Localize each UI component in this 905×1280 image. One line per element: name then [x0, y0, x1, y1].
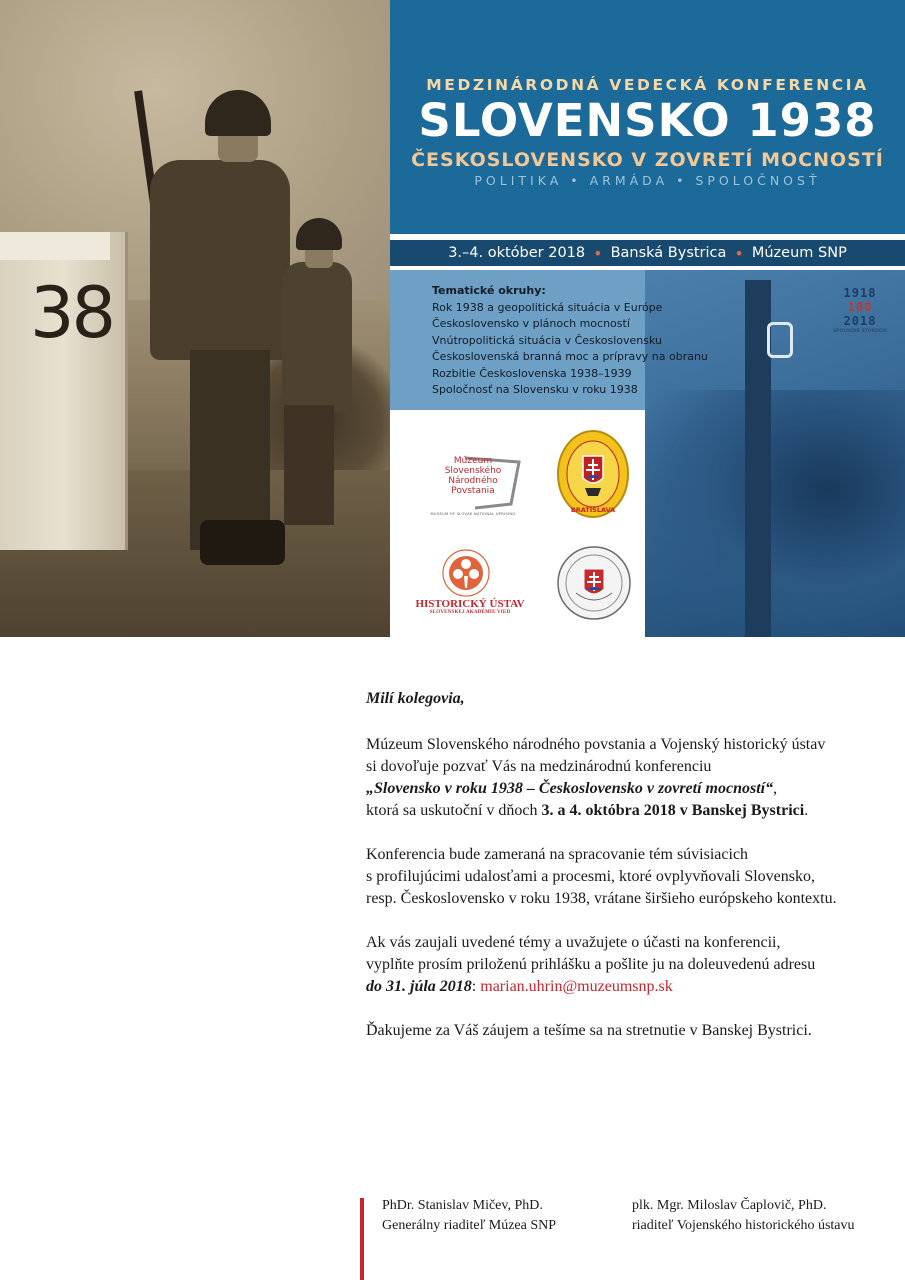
letter-paragraph-registration [366, 932, 896, 998]
conference-title: SLOVENSKO 1938 [418, 94, 877, 147]
hu-sav-logo-icon [440, 548, 492, 598]
soldiers-photo [0, 0, 390, 637]
topic-item: Spoločnosť na Slovensku v roku 1938 [432, 383, 638, 396]
topics-heading: Tematické okruhy: [432, 284, 546, 297]
signature-accent-bar [360, 1198, 364, 1280]
msnp-logo-line: Slovenského [444, 466, 502, 476]
signatory-role: riaditeľ Vojenského historického ústavu [632, 1218, 855, 1233]
soldier-back-legs [284, 405, 334, 525]
registration-line: Ak vás zaujali uvedené témy a uvažujete o účasti na konferencii, [366, 934, 781, 951]
hu-sav-logo-title: HISTORICKÝ ÚSTAV [415, 598, 525, 610]
focus-line: resp. Československo v roku 1938, vrátane širšieho európskeho kontextu. [366, 890, 837, 907]
msnp-logo-text [428, 456, 518, 496]
separator-dot: • [593, 243, 603, 263]
anniversary-year-end: 2018 [843, 314, 877, 328]
border-marker-top [0, 232, 110, 260]
msnp-logo-subtitle: MUSEUM OF SLOVAK NATIONAL UPRISING [430, 512, 516, 516]
conference-banner [0, 0, 905, 637]
topic-item: Československá branná moc a prípravy na obranu [432, 350, 708, 363]
vhu-logo-city: BRATISLAVA [570, 506, 616, 514]
intro-line: si dovoľuje pozvať Vás na medzinárodnú konferenciu [366, 758, 712, 775]
soldier-back-body [282, 262, 352, 412]
invitation-letter [366, 688, 896, 1042]
letter-paragraph-focus [366, 844, 896, 910]
topics-list [432, 283, 752, 399]
topic-item: Rok 1938 a geopolitická situácia v Európe [432, 300, 663, 314]
colon: : [471, 978, 481, 995]
topic-item: Rozbitie Československa 1938–1939 [432, 366, 632, 380]
conference-city: Banská Bystrica [610, 245, 727, 261]
signature-vhu-director [632, 1196, 902, 1236]
conference-date: 3.–4. október 2018 [448, 245, 586, 261]
focus-line: s profilujúcimi udalosťami a procesmi, ktoré ovplyvňovali Slovensko, [366, 868, 815, 885]
signatory-role: Generálny riaditeľ Múzea SNP [382, 1218, 557, 1233]
msnp-logo-line: Povstania [451, 486, 495, 496]
conference-venue: Múzeum SNP [751, 245, 847, 261]
topic-item: Československo v plánoch mocností [432, 317, 630, 330]
soldier-front-body [150, 160, 290, 360]
conference-dates: 3. a 4. októbra 2018 v Banskej Bystrici [541, 802, 805, 819]
separator-dot: • [734, 243, 744, 263]
letter-greeting: Milí kolegovia, [366, 690, 465, 707]
anniversary-number: 100 [847, 300, 873, 314]
msnp-logo-line: Národného [448, 476, 498, 486]
anniversary-year-start: 1918 [843, 286, 877, 300]
topic-item: Vnútropolitická situácia v Československu [432, 333, 662, 347]
intro-line: Múzeum Slovenského národného povstania a Vojenský historický ústav [366, 736, 826, 753]
conference-themes-line: POLITIKA • ARMÁDA • SPOLOČNOSŤ [474, 173, 821, 188]
conference-kicker: MEDZINÁRODNÁ VEDECKÁ KONFERENCIA [426, 76, 869, 94]
period: . [804, 802, 809, 819]
letter-paragraph-intro [366, 734, 896, 822]
signatory-name: PhDr. Stanislav Mičev, PhD. [382, 1198, 543, 1213]
border-emblem [767, 322, 793, 358]
registration-line: vyplňte prosím priloženú prihlášku a pošlite ju na doleuvedenú adresu [366, 956, 816, 973]
conference-subtitle: ČESKOSLOVENSKO V ZOVRETÍ MOCNOSTÍ [411, 149, 884, 171]
signature-msnp-director [382, 1196, 602, 1236]
contact-email-link[interactable]: marian.uhrin@muzeumsnp.sk [480, 978, 673, 995]
hu-sav-logo-subtitle: SLOVENSKEJ AKADÉMIE VIED [429, 610, 511, 615]
anniversary-badge [825, 286, 895, 336]
msnp-logo-line: Múzeum [453, 456, 493, 466]
official-seal-icon [556, 545, 632, 621]
comma: , [773, 780, 778, 797]
letter-closing: Ďakujeme za Váš záujem a tešíme sa na stretnutie v Banskej Bystrici. [366, 1022, 812, 1039]
soldier-front-boots [200, 520, 285, 565]
title-panel [390, 0, 905, 234]
anniversary-tagline: SPOLOČNÉ STOROČIE [832, 329, 888, 334]
focus-line: Konferencia bude zameraná na spracovanie tém súvisiacich [366, 846, 749, 863]
intro-line: ktorá sa uskutoční v dňoch [366, 802, 542, 819]
photo-crowd [645, 390, 905, 637]
date-bar [390, 240, 905, 266]
conference-name: „Slovensko v roku 1938 – Československo v zovretí mocností“ [366, 780, 774, 797]
signatory-name: plk. Mgr. Miloslav Čaplovič, PhD. [632, 1198, 827, 1213]
border-marker-number: 38 [30, 272, 114, 354]
registration-deadline: do 31. júla 2018 [366, 978, 472, 995]
